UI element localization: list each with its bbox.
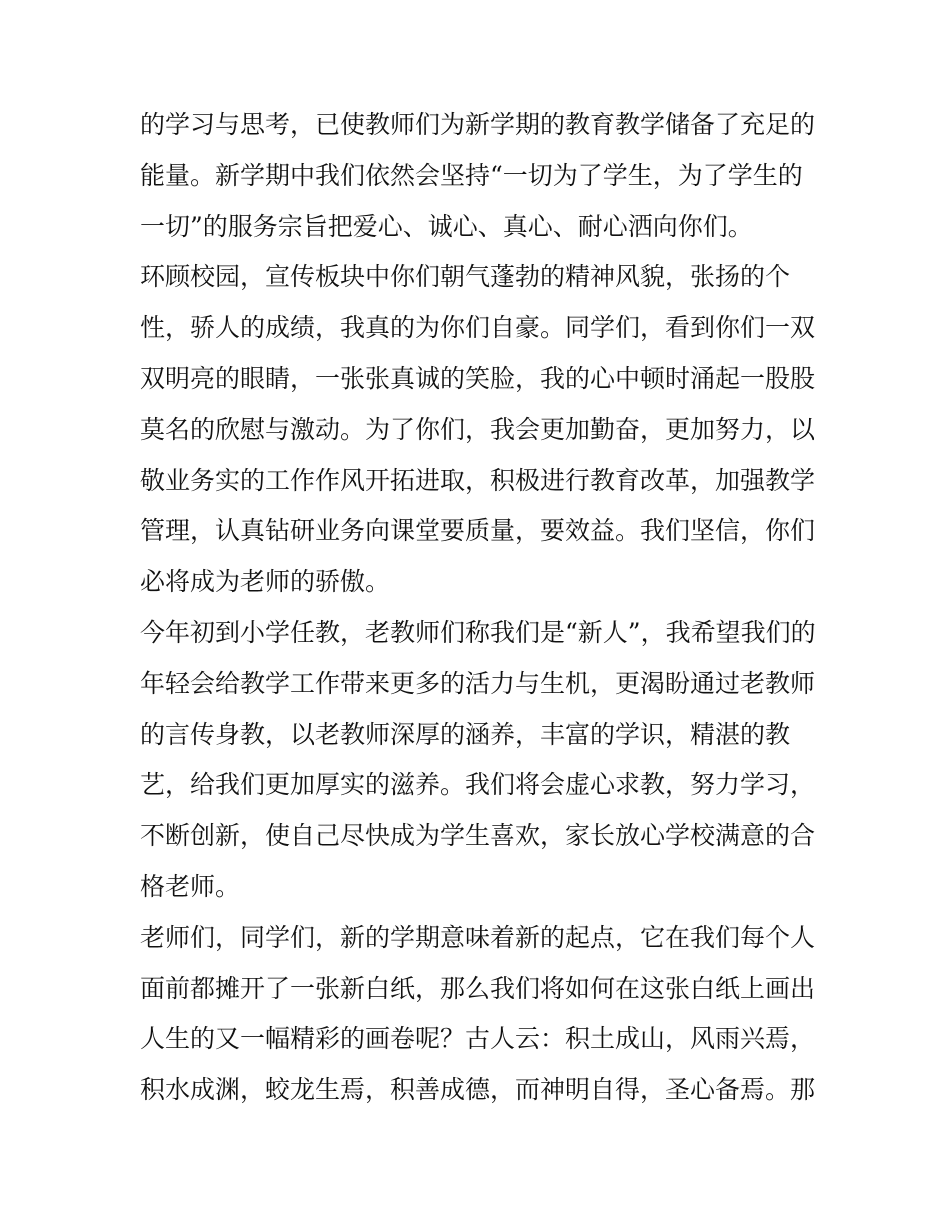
text-line: 必将成为老师的骄傲。 xyxy=(140,567,391,597)
text-line: 积水成渊，蛟龙生焉，积善成德，而神明自得，圣心备焉。那 xyxy=(140,1075,816,1105)
text-line: 双明亮的眼睛，一张张真诚的笑脸，我的心中顿时涌起一股股 xyxy=(140,363,816,393)
text-line: 性，骄人的成绩，我真的为你们自豪。同学们，看到你们一双 xyxy=(140,313,816,343)
text-line: 格老师。 xyxy=(140,871,241,901)
text-line: 敬业务实的工作作风开拓进取，积极进行教育改革，加强教学 xyxy=(140,465,816,495)
text-line: 能量。新学期中我们依然会坚持“一切为了学生，为了学生的 xyxy=(140,160,803,190)
text-line: 年轻会给教学工作带来更多的活力与生机，更渴盼通过老教师 xyxy=(140,668,816,698)
text-line: 老师们，同学们，新的学期意味着新的起点，它在我们每个人 xyxy=(140,922,816,952)
text-line: 的学习与思考，已使教师们为新学期的教育教学储备了充足的 xyxy=(140,110,816,139)
text-line: 艺，给我们更加厚实的滋养。我们将会虚心求教，努力学习， xyxy=(140,770,816,800)
text-line: 面前都摊开了一张新白纸，那么我们将如何在这张白纸上画出 xyxy=(140,973,816,1003)
text-line: 管理，认真钻研业务向课堂要质量，要效益。我们坚信，你们 xyxy=(140,516,816,546)
body-text xyxy=(140,100,820,1116)
text-line: 的言传身教，以老教师深厚的涵养，丰富的学识，精湛的教 xyxy=(140,719,791,749)
text-line: 一切”的服务宗旨把爱心、诚心、真心、耐心洒向你们。 xyxy=(140,211,753,241)
text-line: 人生的又一幅精彩的画卷呢？古人云：积土成山，风雨兴焉， xyxy=(140,1024,816,1054)
text-line: 莫名的欣慰与激动。为了你们，我会更加勤奋，更加努力，以 xyxy=(140,414,816,444)
text-line: 不断创新，使自己尽快成为学生喜欢，家长放心学校满意的合 xyxy=(140,821,816,851)
text-line: 今年初到小学任教，老教师们称我们是“新人”，我希望我们的 xyxy=(140,617,816,647)
text-line: 环顾校园，宣传板块中你们朝气蓬勃的精神风貌，张扬的个 xyxy=(140,262,791,292)
